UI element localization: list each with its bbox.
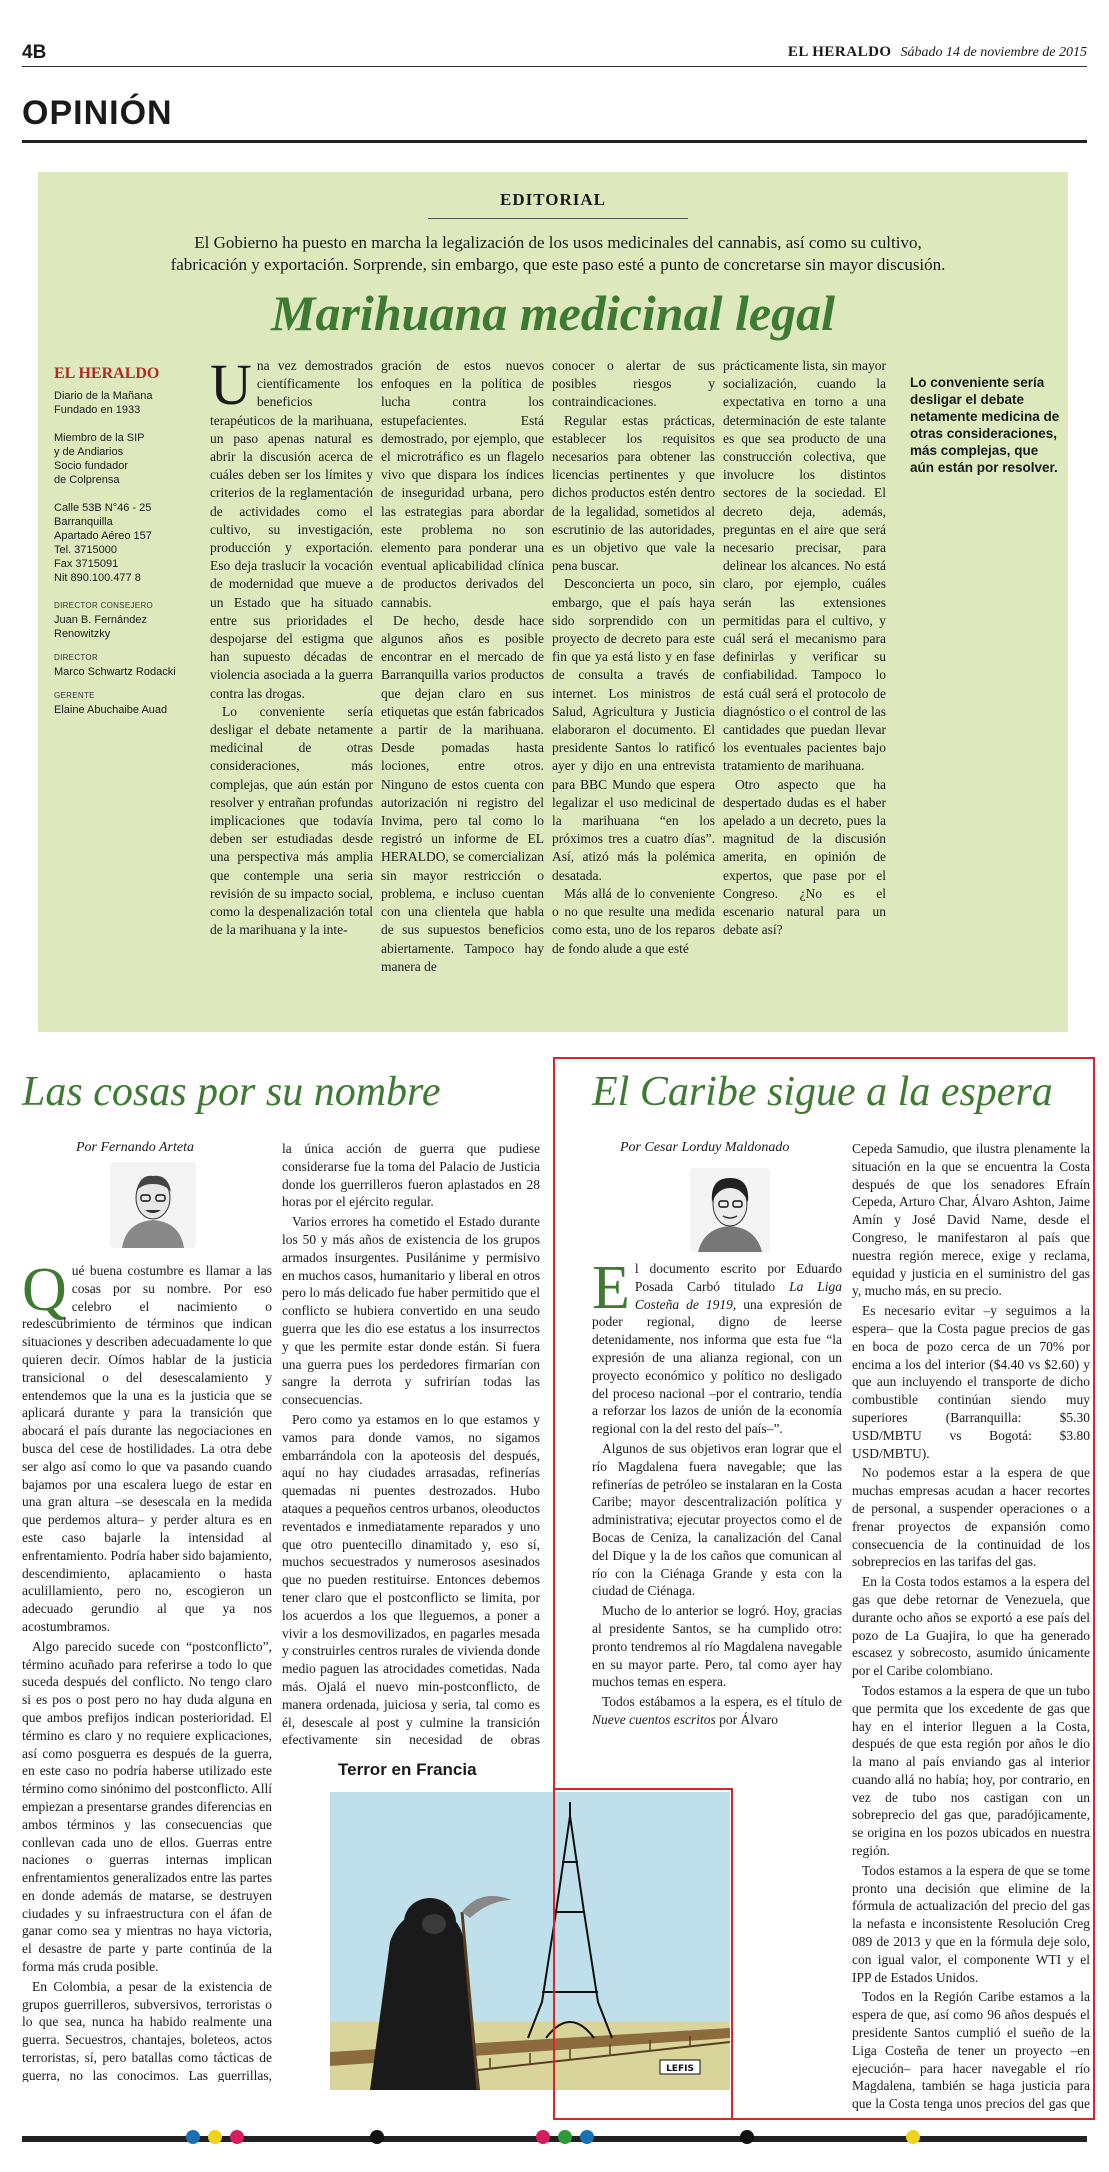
highlight-frame-notch-side [731,1788,733,2120]
editorial-column-4 [723,357,886,1017]
cartoon-illustration [330,1792,730,2090]
cartoon-title: Terror en Francia [338,1760,477,1779]
staff-line: Diario de la Mañana [54,390,153,402]
staff-person: Marco Schwartz Rodacki [54,666,176,678]
paragraph: Todos en la Región Caribe estamos a la espera de que, así como 96 años después el presidente Santos cumplió el sueño de la Liga Costeña de tener un proyecto –en ejecución– para hacer navegable el río Magdalena, también se haga justicia para que la Costa tenga unos precios del gas que [852,1989,1090,2112]
staff-line: Nit 890.100.477 8 [54,572,141,584]
staff-line: Barranquilla [54,516,113,528]
staff-line: Tel. 3715000 [54,544,117,556]
page-header [0,0,1109,66]
el-heraldo-logo: EL HERALDO [54,365,160,382]
column-title-arteta: Las cosas por su nombre [22,1069,441,1115]
paragraph: , una expresión de poder regional, digno de leerse detenidamente, nos informa que esta fue “la expresión de una alianza regional, con un proyecto económico y político no desligado del proceso nacional –por el contrario, tendía a reforzar los lazos de unión de la economía regional con la del resto del país–”. [592,1296,842,1437]
staff-line: y de Andiarios [54,446,124,458]
page-number: 4B [22,42,47,63]
arteta-body-col-2 [282,1140,540,1750]
paragraph: En la Costa todos estamos a la espera del gas que debe retornar de Venezuela, que durante ocho años se exportó a ese país del pozo de La Guajira, lo que ha generado escasez y sobrecosto, asumido únicamente por el Caribe colombiano. [852,1574,1090,1679]
masthead-name: EL HERALDO [787,44,892,60]
staff-role: DIRECTOR [54,653,99,662]
paragraph: por Álvaro [715,1711,778,1727]
paragraph: la única acción de guerra que pudiese considerarse fue la toma del Palacio de Justicia donde los guerrilleros fueron aplastados en 28 horas por el ejército regular. [282,1141,540,1210]
print-mark-dot [536,2130,550,2144]
paragraph: Lo conveniente sería desligar el debate netamente medicinal de otras consideraciones, más complejas, que aún están por resolver y entrañan profundas implicaciones que todavía deben ser estudiadas desde una perspectiva más amplia que contemple una seria revisión de su impacto social, como la despenalización total de la marihuana y la inte- [210,703,373,938]
cartoon-signature: LEFIS [666,2064,694,2074]
paragraph: Pero como ya estamos en lo que estamos y vamos para donde vamos, no sigamos embarrándola con la apoteosis del después, aquí no hay ciudades arrasadas, refinerías quemadas ni puentes destrozados. Hubo ataques a pequeños centros urbanos, oleoductos reventados e inmediatamente reparados y uno que otro puentecillo dinamitado y, eso sí, muchos secuestrados y numerosos asesinados que no pueden restituirse. Entonces debemos tener claro que el postconflicto se limita, por los acuerdos a los que lleguemos, a poner a vivir a los desmovilizados, en pagarles mesada y construirles centros rurales de vivienda donde medio paguen las atrocidades cometidas. Nada más. Ojalá el nuevo min-postconflicto, de manera ordenada, juiciosa y seria, tal como es él, desescale al post y culmine la transición efectivamente sin necesidad de obras [282,1411,540,1748]
staff-block-founding [54,389,204,417]
drop-cap: U [210,357,252,417]
editorial-title: Marihuana medicinal legal [271,285,835,341]
staff-role: GERENTE [54,691,95,700]
paragraph: Regular estas prácticas, establecer los requisitos necesarios para obtener las licencias pertinentes y que dichos productos estén dentro de la legalidad, sometidos al escrutinio de las autoridades, es un objetivo que vale la pena buscar. [552,412,715,574]
staff-block-membership [54,431,204,487]
paragraph: prácticamente lista, sin mayor socialización, cuando la expectativa en torno a una determinación de este talante es que sea producto de una construcción colectiva, que involucre los distintos sectores de la sociedad. El decreto deja, además, preguntas en el aire que será necesario precisar, para delinear los alcances. No está claro, por ejemplo, cuáles serán las extensiones permitidas para el cultivo, y cuál será el mecanismo para definirlas y verificar su confiabilidad. Tampoco lo está cuál será el protocolo de diagnóstico o el control de las cantidades que puedan llevar los eventuales pacientes bajo tratamiento de marihuana. [723,358,886,774]
paragraph: Varios errores ha cometido el Estado durante los 50 y más años de existencia de los grupos armados insurgentes. Pusilánime y permisivo en muchos casos, humanitario y liberal en otros pero lo más delicado fue haber permitido que el conflicto se hubiera convertido en una seudo guerra que les dio ese estatus a los insurrectos y que les permite estar donde están. Si fuera una guerra pues los perdedores firmarían con sangre la derrota y sufrirían todas las consecuencias. [282,1214,540,1408]
arteta-body-col-1 [22,1262,272,2082]
staff-person: Elaine Abuchaibe Auad [54,704,168,716]
print-mark-dot [186,2130,200,2144]
paragraph: Más allá de lo conveniente o no que resulte una medida como esta, uno de los reparos de fondo alude a que esté [552,885,715,956]
paragraph: En Colombia, a pesar de la existencia de grupos guerrilleros, subversivos, terroristas o lo que sea, nunca ha habido realmente una guerra. Secuestros, chantajes, boleteos, actos terroristas, sí, pero batallas como tácticas de guerra, no las conocimos. Las guerrillas, [22,1978,272,2082]
paragraph: Desconcierta un poco, sin embargo, que el país haya sido sorprendido con un proyecto de decreto para este fin que ya está listo y en fase de consulta a través de internet. Los ministros de Salud, Agricultura y Justicia elaboraron el documento. El presidente Santos lo ratificó ayer y dijo en una entrevista para BBC Mundo que espera legalizar el uso medicinal de la marihuana “en los próximos tres a cuatro días”. Así, atizó más la polémica desatada. [552,576,715,883]
editorial-columns [210,357,886,1017]
paragraph: gración de estos nuevos enfoques en la política de lucha contra los estupefacientes. Está demostrado, por ejemplo, que el microtráfico es un flagelo vivo que dispara los índices de inseguridad urbana, pero las estrategias para abordar este problema no son elemento para ponderar una eventual aplicabilidad clínica de productos derivados del cannabis. [381,358,544,610]
staff-line: Miembro de la SIP [54,432,145,444]
author-portrait-lorduy [690,1168,770,1252]
header-rule [22,66,1087,67]
section-title: OPINIÓN [22,94,173,132]
staff-line: de Colprensa [54,474,120,486]
staff-line: Fax 3715091 [54,558,119,570]
print-mark-dot [208,2130,222,2144]
paragraph: Todos estamos a la espera de que se tome pronto una decisión que elimine de la fórmula de actualización del precio del gas la nefasta e inconsistente Resolución Creg 089 de 2013 y que en la fórmula deje solo, con igual valor, el componente WTI y el IPP de Estados Unidos. [852,1862,1090,1985]
paragraph: Otro aspecto que ha despertado dudas es el haber apelado a un decreto, pues la magnitud de la discusión amerita, en opinión de expertos, que pase por el Congreso. ¿No es el escenario natural para un debate así? [723,776,886,938]
lorduy-body-col-2 [852,1140,1090,2112]
staff-line: Calle 53B N°46 - 25 [54,502,152,514]
paragraph: ué buena costumbre es llamar a las cosas por su nombre. Por eso celebro el nacimiento o redescubrimiento de términos que indican situaciones y describen adecuadamente lo que quieren decir. Oímos hablar de la justicia transicional o del desescalamiento y entendemos que la una es la justicia que se aplicará durante y para la transición que abocará el país durante las negociaciones en busca del cese de hostilidades. La otra debe ser algo así como lo que va pasando cuando bajamos por una escalera luego de estar en una gran altura –se desescala en la medida que perdemos altura– y perder altura es en este caso bajarle la intensidad al enfrentamiento. Podría haber sido bajamiento, descendimiento, aplacamiento o hasta aculillamiento, pero no, escogieron un adecuado gerundio al que ya nos acostumbramos. [22,1263,272,1634]
paragraph: Algunos de sus objetivos eran lograr que el río Magdalena fuera navegable; que las refinerías de petróleo se instalaran en la Costa Caribe; mayor descentralización política y administrativa; ejecutar proyectos como el de Bocas de Ceniza, la canalización del Canal del Dique y la de los caños que comunican al río con la Ciénaga Grande y esta con la ciudad de Ciénaga. [592,1440,842,1599]
paragraph: Cepeda Samudio, que ilustra plenamente la situación en la que se encuentra la Costa después de que los senadores Efraín Cepeda, Arturo Char, Álvaro Ashton, Jaime Amín y José David Name, desde el Congreso, le manifestaron al país que nuestra región merece, exige y reclama, equidad y justicia en el suministro del gas y, mucho más, en su precio. [852,1141,1090,1299]
staff-role: DIRECTOR CONSEJERO [54,601,154,610]
print-mark-dot [558,2130,572,2144]
paragraph: Todos estamos a la espera de que un tubo que permita que los excedente de gas que hay en el interior lleguen a la Costa, después de que esta región por años le dio la mano al país enviando gas al interior cuando allá no había; hoy, por contrario, en vez de tubo nos castigan con un sobreprecio del gas que, paradójicamente, se origina en los pozos ubicados en nuestra región. [852,1682,1090,1859]
column-title-lorduy: El Caribe sigue a la espera [592,1069,1053,1115]
paragraph: l documento escrito por Eduardo Posada Carbó titulado [634,1261,842,1294]
editorial-column-1 [210,357,373,1017]
editorial-box [38,172,1068,1032]
book-title: Nueve cuentos escritos [592,1711,716,1727]
print-mark-dot [370,2130,384,2144]
print-mark-dot [580,2130,594,2144]
paragraph: conocer o alertar de sus posibles riesgos y contraindicaciones. [552,358,715,410]
staff-line: Fundado en 1933 [54,404,141,416]
paragraph: Mucho de lo anterior se logró. Hoy, gracias al presidente Santos, se ha cumplido otro: pronto tendremos al río Magdalena navegable en su mayor parte. Pero, tal como ayer hay muchos temas en espera. [592,1603,842,1690]
editorial-column-3 [552,357,715,1017]
masthead [788,44,1087,61]
byline-lorduy: Por Cesar Lorduy Maldonado [620,1140,790,1155]
staff-block-address [54,501,204,585]
masthead-date: Sábado 14 de noviembre de 2015 [900,45,1087,60]
staff-line: Apartado Aéreo 157 [54,530,152,542]
staff-person: Juan B. Fernández Renowitzky [54,614,147,640]
editorial-label: EDITORIAL [500,190,606,209]
staff-line: Socio fundador [54,460,128,472]
print-mark-dot [230,2130,244,2144]
byline-arteta: Por Fernando Arteta [76,1140,194,1155]
editorial-column-2 [381,357,544,1017]
book-title: La Liga Costeña de 1919 [634,1278,842,1312]
paragraph: De hecho, desde hace algunos años es posible encontrar en el mercado de Barranquilla varios productos que dejan claro en sus etiquetas que están fabricados a partir de la marihuana. Desde pomadas hasta lociones, entre otros. Ninguno de estos cuenta con autorización ni registro del Invima, pero tal como lo registró un informe de EL HERALDO, se comercializan sin mayor restricción o problema, e incluso cuentan con una clientela que habla de sus supuestos beneficios abiertamente. Tampoco hay manera de [381,612,544,974]
author-portrait-arteta [110,1162,196,1248]
paragraph: na vez demostrados científicamente los beneficios terapéuticos de la marihuana, un paso apenas natural es abrir la discusión acerca de cuáles deben ser los límites y criterios de la reglamentación de actividades como el cultivo, su investigación, producción y exportación. Eso deja traslucir la vocación de modernidad que mueve a un Estado que ha situado entre sus prioridades el despojarse del estigma que han supuesto décadas de violencia asociada a la guerra contra las drogas. [210,358,373,701]
paragraph: Es necesario evitar –y seguimos a la espera– que la Costa pague precios de gas en boca de pozo cerca de un 70% por encima a los del interior ($4.40 vs $2.60) y que aun incluyendo el transporte de dicho combustible continúan siendo muy superiores (Barranquilla: $5.30 USD/MBTU vs Bogotá: $3.80 USD/MBTU). [852,1303,1090,1461]
editorial-deck: El Gobierno ha puesto en marcha la legalización de los usos medicinales del cannabis, así como su cultivo, fabricación y exportación. Sorprende, sin embargo, que este paso esté a punto de concretarse sin mayor discusión. [170,233,946,274]
section-rule [22,140,1087,143]
drop-cap: Q [22,1262,67,1324]
paragraph: Todos estábamos a la espera, es el título de [602,1694,842,1710]
drop-cap: E [592,1260,630,1322]
staff-box [54,367,204,727]
print-mark-dot [740,2130,754,2144]
highlight-frame-notch-top [553,1788,733,1790]
footer-bar [22,2136,1087,2142]
paragraph: No podemos estar a la espera de que muchas empresas acudan a hacer recortes de personal, a suspender operaciones o a frenar proyectos de expansión como consecuencia de la continuidad de los sobreprecios en las tarifas del gas. [852,1465,1090,1570]
editorial-label-rule [428,218,688,219]
pull-quote: Lo conveniente sería desligar el debate netamente medicina de otras consideraciones, más complejas, que aún están por resolver. [910,375,1060,475]
print-mark-dot [906,2130,920,2144]
lorduy-body-col-1 [592,1260,842,1780]
paragraph: Algo parecido sucede con “postconflicto”, término acuñado para referirse a todo lo que suceda después del conflicto. No tengo claro si es pos o post pero no hay duda alguna en que ambos prefijos indican posterioridad. El término es claro y no requiere explicaciones, así como posguerra es después de la guerra, en este caso no podría haberse utilizado este término como sinónimo del postconflicto. Allí empiezan a presentarse grandes diferencias en ambos términos y las consecuencias que conllevan cada uno de ellos. Guerras entre naciones o guerras internas implican enfrentamientos generalizados entre las partes en donde además de matarse, se destruyen ciudades y su infraestructura con el áfan de ganar como sea y mientras no haya victoria, el desastre de parte y parte continúa de la forma más cruda posible. [22,1638,272,1975]
